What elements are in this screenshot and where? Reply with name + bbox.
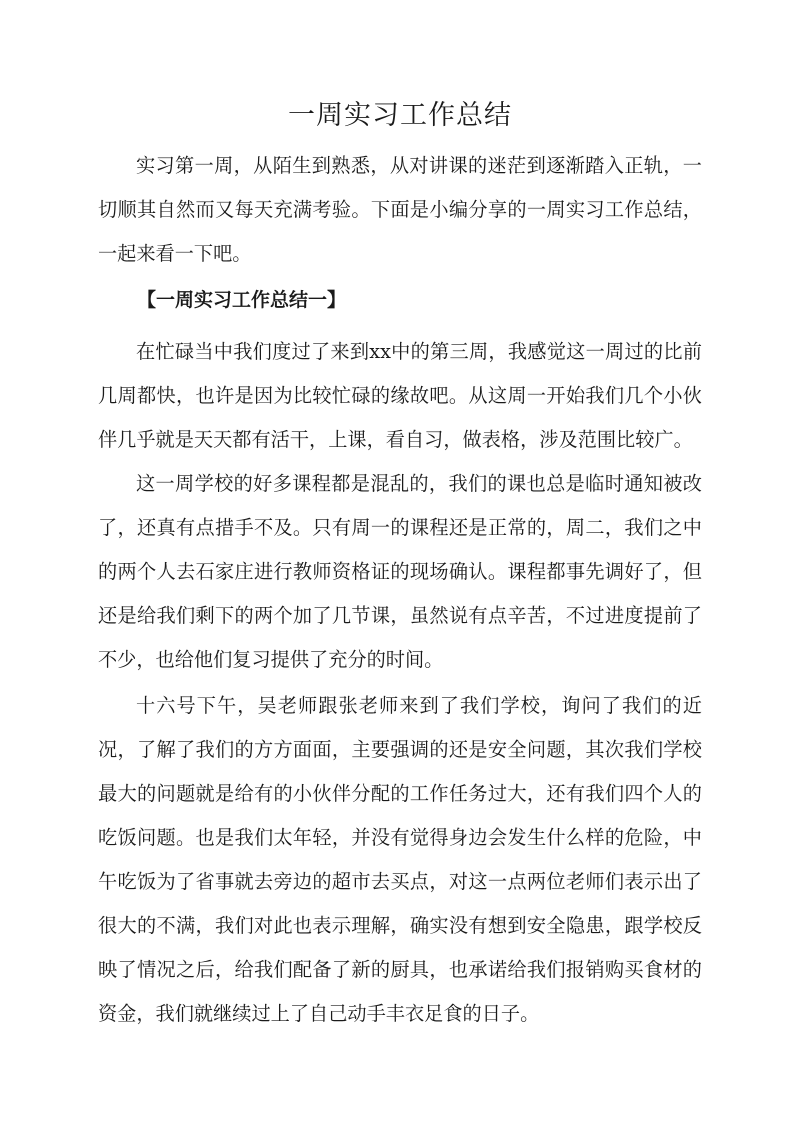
body-paragraph-2: 这一周学校的好多课程都是混乱的，我们的课也总是临时通知被改了，还真有点措手不及。只有周一的课程还是正常的，周二，我们之中的两个人去石家庄进行教师资格证的现场确认。课程都事先调好了，但还是给我们剩下的两个加了几节课，虽然说有点辛苦，不过进度提前了不少，也给他们复习提供了充分的时间。 [98, 472, 702, 671]
section-heading: 【一周实习工作总结一】 [137, 289, 347, 311]
intro-paragraph: 实习第一周，从陌生到熟悉，从对讲课的迷茫到逐渐踏入正轨，一切顺其自然而又每天充满考验。下面是小编分享的一周实习工作总结，一起来看一下吧。 [98, 154, 702, 265]
body-paragraph-3: 十六号下午，吴老师跟张老师来到了我们学校，询问了我们的近况，了解了我们的方方面面，主要强调的还是安全问题，其次我们学校最大的问题就是给有的小伙伴分配的工作任务过大，还有我们四个人的吃饭问题。也是我们太年轻，并没有觉得身边会发生什么样的危险，中午吃饭为了省事就去旁边的超市去买点，对这一点两位老师们表示出了很大的不满，我们对此也表示理解，确实没有想到安全隐患，跟学校反映了情况之后，给我们配备了新的厨具，也承诺给我们报销购买食材的资金，我们就继续过上了自己动手丰衣足食的日子。 [98, 694, 702, 1025]
body-paragraph-1: 在忙碌当中我们度过了来到xx中的第三周，我感觉这一周过的比前几周都快，也许是因为比较忙碌的缘故吧。从这周一开始我们几个小伙伴几乎就是天天都有活干，上课，看自习，做表格，涉及范围比较广。 [98, 340, 702, 451]
document-title: 一周实习工作总结 [288, 100, 512, 131]
